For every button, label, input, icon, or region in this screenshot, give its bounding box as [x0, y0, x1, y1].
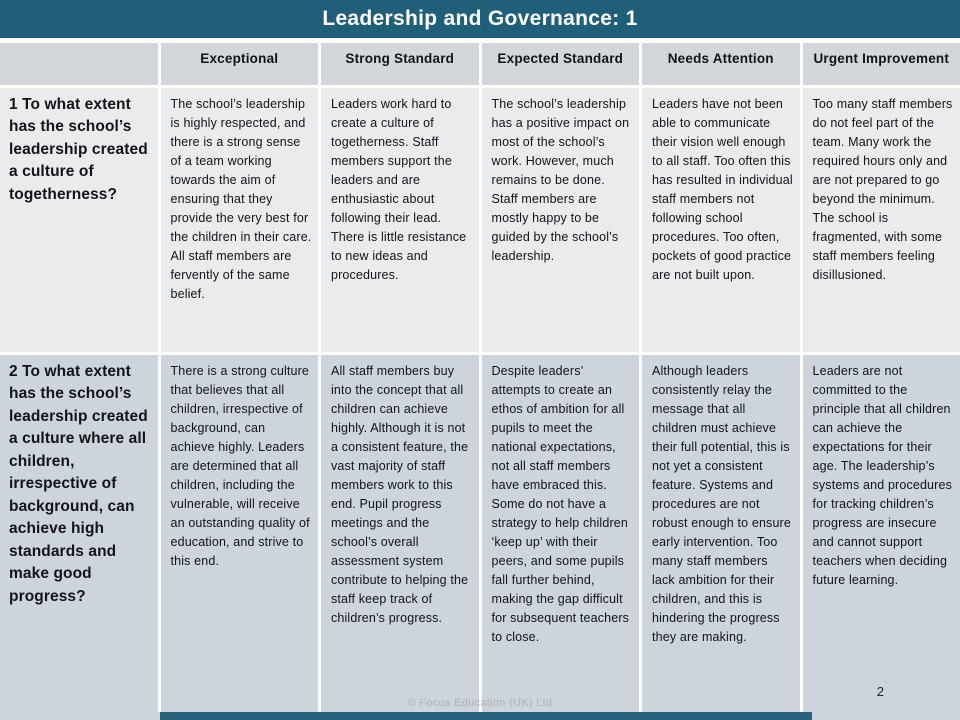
row1-strong-standard-cell: Leaders work hard to create a culture of togetherness. Staff members support the leaders and are enthusiastic about following their lead. There is little resistance to new ideas and procedures. — [321, 88, 479, 352]
slide-title: Leadership and Governance: 1 — [0, 0, 960, 38]
column-header-needs-attention: Needs Attention — [642, 43, 800, 85]
column-header-exceptional: Exceptional — [161, 43, 319, 85]
copyright-text: © Focus Education (UK) Ltd — [407, 697, 553, 709]
column-header-strong-standard: Strong Standard — [321, 43, 479, 85]
bottom-strip-right — [812, 712, 960, 720]
row2-strong-standard-cell: All staff members buy into the concept that all children can achieve highly. Although it is not a consistent feature, the vast majority of staff members work to this end. Pupil progress meetings and the school’s overall assessment system contribute to helping the staff keep track of children’s progress. — [321, 355, 479, 712]
column-header-expected-standard: Expected Standard — [482, 43, 640, 85]
bottom-strip-left — [0, 712, 160, 720]
row1-exceptional-cell: The school’s leadership is highly respected, and there is a strong sense of a team working towards the aim of ensuring that they provide the very best for the children in their care. All staff members are fervently of the same belief. — [161, 88, 319, 352]
page-number: 2 — [876, 684, 884, 699]
question-2: 2 To what extent has the school’s leadership created a culture where all children, irrespective of background, can achieve high standards and make good progress? — [0, 355, 158, 712]
row2-expected-standard-cell: Despite leaders’ attempts to create an ethos of ambition for all pupils to meet the national expectations, not all staff members have embraced this. Some do not have a strategy to help children ‘keep up’ with their peers, and some pupils fall further behind, making the gap difficult for subsequent teachers to close. — [482, 355, 640, 712]
bottom-accent-bar — [160, 712, 812, 720]
header-empty-cell — [0, 43, 158, 85]
column-header-urgent-improvement: Urgent Improvement — [803, 43, 960, 85]
row1-needs-attention-cell: Leaders have not been able to communicate their vision well enough to all staff. Too often this has resulted in individual staff members not following school procedures. Too often, pockets of good practice are not built upon. — [642, 88, 800, 352]
question-1: 1 To what extent has the school’s leadership created a culture of togetherness? — [0, 88, 158, 352]
row2-needs-attention-cell: Although leaders consistently relay the message that all children must achieve their full potential, this is not yet a consistent feature. Systems and procedures are not robust enough to ensure early intervention. Too many staff members lack ambition for their children, and this is hindering the progress they are making. — [642, 355, 800, 712]
row1-urgent-improvement-cell: Too many staff members do not feel part of the team. Many work the required hours only and are not prepared to go beyond the minimum. The school is fragmented, with some staff members feeling disillusioned. — [803, 88, 960, 352]
rubric-table — [0, 43, 960, 712]
row2-exceptional-cell: There is a strong culture that believes that all children, irrespective of background, can achieve highly. Leaders are determined that all children, including the vulnerable, will receive an outstanding quality of education, and strive to this end. — [161, 355, 319, 712]
row1-expected-standard-cell: The school’s leadership has a positive impact on most of the school’s work. However, much remains to be done. Staff members are mostly happy to be guided by the school’s leadership. — [482, 88, 640, 352]
row2-urgent-improvement-cell: Leaders are not committed to the principle that all children can achieve the expectations for their age. The leadership’s systems and procedures for tracking children’s progress are insecure and cannot support teachers when deciding future learning. — [803, 355, 960, 712]
bottom-strip — [0, 712, 960, 720]
